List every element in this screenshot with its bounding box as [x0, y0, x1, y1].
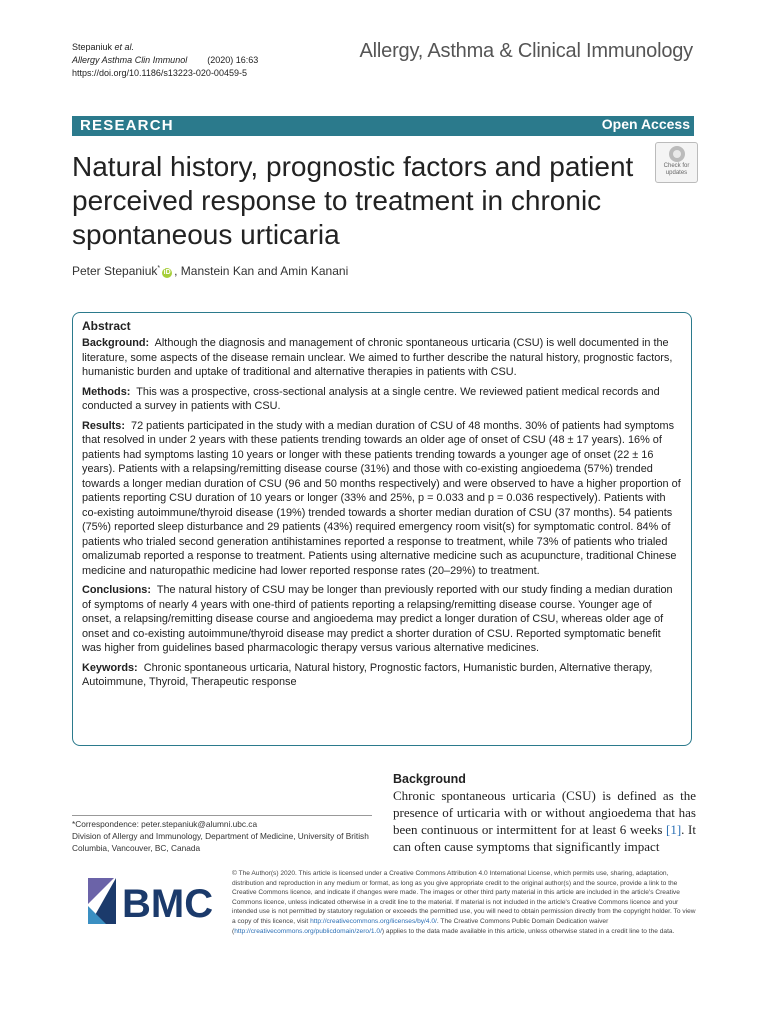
section-label: RESEARCH	[80, 117, 174, 134]
abstract-text: This was a prospective, cross-sectional analysis at a single centre. We reviewed patient medical records and conducted a survey in patients with CSU.	[82, 385, 660, 412]
citation-etal: et al.	[114, 42, 135, 52]
citation-year: (2020) 16:63	[207, 55, 259, 65]
citation-authors: Stepaniuk	[72, 42, 113, 52]
bmc-logo-graphic	[88, 874, 218, 928]
bmc-wordmark: BMC	[122, 882, 214, 926]
author-first[interactable]: Peter Stepaniuk	[72, 264, 158, 278]
license-text	[232, 869, 696, 936]
citation-block	[72, 41, 258, 80]
abstract-text: Chronic spontaneous urticaria, Natural history, Prognostic factors, Humanistic burden, Alternative therapy, Autoimmune, Thyroid, Therapeutic response	[82, 661, 653, 688]
abstract-label: Methods:	[82, 385, 131, 398]
license-part3: ) applies to the data made available in this article, unless otherwise stated in a credit line to the data.	[381, 927, 675, 935]
background-text	[393, 787, 696, 855]
abstract-text: Although the diagnosis and management of chronic spontaneous urticaria (CSU) is well documented in the literature, some aspects of the disease remain unclear. We aimed to further describe the natural history, prognostic factors, humanistic burden and uptake of traditional and alternative therapies in patients with CSU.	[82, 337, 673, 378]
license-part1: © The Author(s) 2020. This article is licensed under a Creative Commons Attribution 4.0 International License, which permits use, sharing, adaptation, distribution and reproduction in any medium or format, as long as you give appropriate credit to the original author(s) and the source, provide a link to the Creative Commons licence, and indicate if changes were made. The images or other third party material in this article are included in the article's Creative Commons licence, unless indicated otherwise in a credit line to the material. If material is not included in the article's Creative Commons licence and your intended use is not permitted by statutory regulation or exceeds the permitted use, you will need to obtain permission directly from the copyright holder. To view a copy of this licence, visit	[232, 870, 696, 925]
orcid-icon[interactable]: iD	[163, 269, 171, 276]
footnote	[72, 818, 372, 854]
abstract-text: 72 patients participated in the study with a median duration of CSU of 48 months. 30% of patients had symptoms that resolved in under 2 years with these patients trending towards an older age of onset of CSU (48 ± 17 years). 16% of patients had symptoms lasting 10 years or longer with these patients trending towards a younger age of onset (22 ± 16 years). Patients with a relapsing/remitting disease course (31%) and those with co-existing angioedema (57%) trended towards a longer median duration of CSU (96 and 50 months respectively) and were observed to have a higher proportion of patients reporting CSU duration of 10 years or longer (33% and 25%, p = 0.033 and p = 0.036 respectively). Patients with co-existing autoimmune/thyroid disease (19%) trended towards a shorter median duration of CSU (37 months). 54 patients (75%) reported sleep disturbance and 29 patients (43%) required emergency room visit(s) for symptomatic control. 84% of patients who trialed second generation antihistamines reported a response to treatment, while 73% of patients who trialed omalizumab reported a response to treatment. Patients using alternative medicine such as acupuncture, traditional Chinese medicine and naturopathic medicine had lower reported response rates (20–29%) to treatment.	[82, 419, 681, 577]
abstract-methods	[82, 385, 682, 414]
background-heading: Background	[393, 772, 466, 786]
check-for-updates-button[interactable]	[655, 142, 698, 183]
license-part2: . The Creative Commons Public Domain Dedication waiver (	[232, 917, 609, 935]
background-text-part1: Chronic spontaneous urticaria (CSU) is defined as the presence of urticaria with or without angioedema that has been continuous or intermittent for at least 6 weeks	[393, 788, 696, 837]
corresponding-marker: *	[157, 265, 161, 272]
check-updates-line1: Check for	[663, 163, 690, 169]
affiliation: Division of Allergy and Immunology, Department of Medicine, University of British Columbia, Vancouver, BC, Canada	[72, 831, 369, 853]
abstract-conclusions	[82, 583, 682, 656]
doi-link[interactable]: https://doi.org/10.1186/s13223-020-00459-5	[72, 68, 247, 78]
license-link[interactable]: http://creativecommons.org/licenses/by/4.0/	[310, 917, 437, 925]
abstract-heading: Abstract	[82, 319, 131, 333]
journal-name: Allergy, Asthma & Clinical Immunology	[359, 40, 693, 62]
abstract-keywords	[82, 661, 682, 690]
abstract-label: Keywords:	[82, 661, 138, 674]
abstract-background	[82, 336, 682, 380]
check-updates-icon	[669, 146, 685, 162]
abstract-box	[72, 312, 692, 746]
article-title: Natural history, prognostic factors and patient perceived response to treatment in chronic spontaneous urticaria	[72, 151, 634, 250]
citation-journal: Allergy Asthma Clin Immunol	[72, 55, 188, 65]
author-list	[72, 264, 348, 278]
abstract-results	[82, 419, 682, 579]
bmc-logo	[88, 874, 218, 933]
abstract-label: Results:	[82, 419, 125, 432]
abstract-label: Background:	[82, 337, 150, 349]
footnote-divider	[72, 815, 372, 816]
abstract-text: The natural history of CSU may be longer than previously reported with our study finding a median duration of symptoms of nearly 4 years with one-third of patients reporting a relapsing/remitting disease course. Younger age of onset, a relapsing/remitting disease course and angioedema may predict a longer duration of CSU, whereas older age of onset and co-existing autoimmune/thyroid disease may predict a shorter duration of CSU. Reported symptomatic benefit was higher from guidelines based pharmacologic therapy versus various alternative medicines.	[82, 584, 673, 654]
correspondence: *Correspondence: peter.stepaniuk@alumni.ubc.ca	[72, 819, 258, 829]
open-access-label: Open Access	[601, 116, 690, 132]
check-updates-line2: updates	[665, 170, 688, 176]
author-rest: , Manstein Kan and Amin Kanani	[174, 264, 349, 278]
background-text-part2: . It can often cause symptoms that significantly impact	[393, 822, 696, 854]
abstract-label: Conclusions:	[82, 584, 151, 596]
public-domain-link[interactable]: http://creativecommons.org/publicdomain/zero/1.0/	[234, 927, 382, 935]
reference-link[interactable]: [1]	[666, 822, 682, 837]
